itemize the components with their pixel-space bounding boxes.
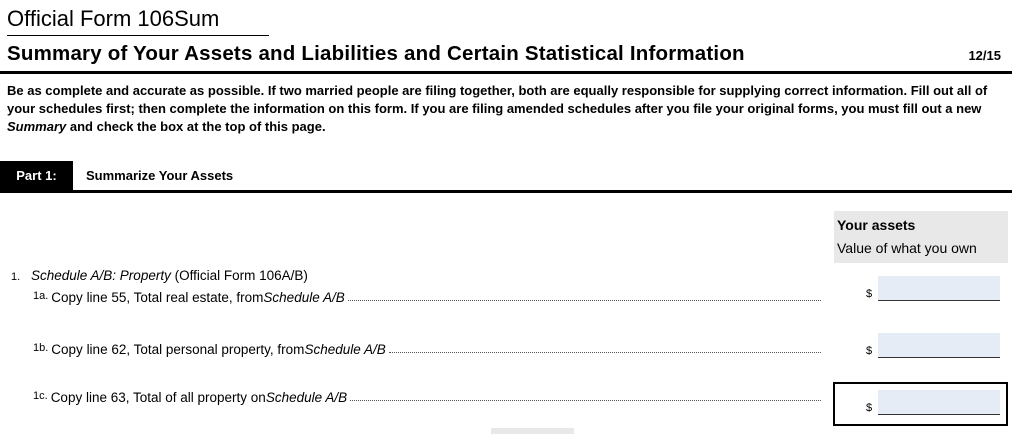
line-1c-amount-field[interactable] [878, 390, 1000, 415]
line-1b-label: Copy line 62, Total personal property, from [51, 342, 305, 357]
line-1b-currency: $ [866, 345, 873, 357]
line-1a [33, 290, 823, 305]
line-1a-label: Copy line 55, Total real estate, from [51, 290, 264, 305]
line-1b [33, 342, 823, 357]
revision-date: 12/15 [968, 48, 1001, 63]
line-1c-reference: Schedule A/B [265, 390, 348, 405]
line-1a-number: 1a. [33, 290, 49, 302]
line-1b-number: 1b. [33, 342, 49, 354]
line-1b-leader [389, 342, 821, 353]
line-1-title: Schedule A/B: Property [31, 268, 171, 283]
line-1c-leader [350, 390, 821, 401]
assets-column-title: Your assets [837, 217, 916, 233]
instructions-text-2: and check the box at the top of this page. [66, 119, 326, 134]
line-1b-amount-field[interactable] [878, 333, 1000, 358]
line-1a-leader [348, 290, 821, 301]
part-label: Part 1: [0, 161, 73, 191]
line-1c-number: 1c. [33, 390, 48, 402]
form-title: Summary of Your Assets and Liabilities and Certain Statistical Information [7, 42, 745, 65]
line-1c-currency: $ [866, 402, 873, 414]
assets-column-header [834, 211, 1008, 263]
line-1a-reference: Schedule A/B [263, 290, 345, 305]
line-1b-reference: Schedule A/B [304, 342, 386, 357]
title-rule [0, 71, 1012, 74]
line-1c-label: Copy line 63, Total of all property on [50, 390, 266, 405]
line-1c [33, 390, 823, 405]
assets-column-subtitle: Value of what you own [837, 240, 977, 256]
instructions-text-1: Be as complete and accurate as possible. If two married people are filing together, both are equally responsible for supplying correct information. Fill out all of your schedules first; then complete the information on this form. If you are filing amended schedules after you file your original forms, you must fill out a new [7, 83, 988, 116]
line-1a-amount-field[interactable] [878, 276, 1000, 301]
next-section-stub [491, 428, 574, 434]
line-1-number: 1. [11, 271, 21, 283]
form-id: Official Form 106Sum [7, 6, 269, 36]
part-title: Summarize Your Assets [86, 168, 234, 183]
line-1-heading [11, 268, 308, 283]
instructions-emphasis: Summary [7, 119, 67, 134]
instructions [7, 82, 1007, 136]
line-1a-currency: $ [866, 288, 873, 300]
part-rule [0, 190, 1012, 193]
line-1-form-ref: (Official Form 106A/B) [170, 268, 308, 283]
